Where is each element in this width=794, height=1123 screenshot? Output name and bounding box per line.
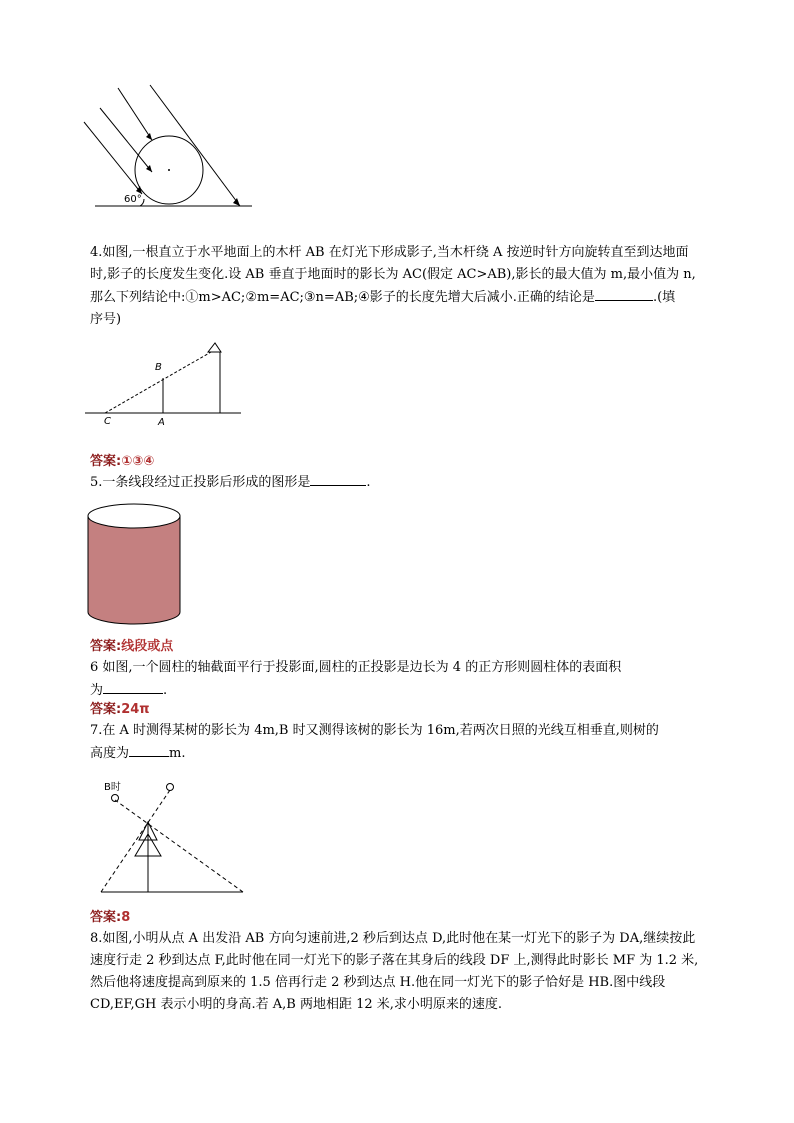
question-7-text: 7.在 A 时测得某树的影长为 4m,B 时又测得该树的影长为 16m,若两次日照的光线互相垂直,则树的 高度为 m. xyxy=(90,723,659,761)
question-8-text: 8.如图,小明从点 A 出发沿 AB 方向匀速前进,2 秒后到达点 D,此时他在某一灯光下的影子为 DA,继续按此 速度行走 2 秒到达点 F,此时他在同一灯光下的影子落在其身后的线段 DF 上,测得此时影长 MF 为 1.2 米, 然后他将速度提高到原来的 1.5 倍再行走 2 秒到达点 H.他在同一灯光下的影子恰好是 HB.图中线段 CD,EF,GH 表示小明的身高.若 A,B 两地相距 12 米,求小明原来的速度. xyxy=(90,931,699,1012)
answer-blank xyxy=(129,742,169,757)
angle-label: 60° xyxy=(124,194,142,205)
tree-shadow-figure xyxy=(95,780,250,900)
question-5-text: 5.一条线段经过正投影后形成的图形是 . xyxy=(90,471,720,494)
answer-6: 答案:24π xyxy=(90,702,150,717)
answer-blank xyxy=(310,471,366,486)
answer-blank xyxy=(595,286,653,301)
question-4-text: 4.如图,一根直立于水平地面上的木杆 AB 在灯光下形成影子,当木杆绕 A 按逆时针方向旋转直至到达地面 时,影子的长度发生变化.设 AB 垂直于地面时的影长为 AC(假定 AC>AB),影长的最大值为 m,最小值为 n, 那么下列结论中:①m>AC;②m=AC;③n=AB;④影子的长度先增大后减小.正确的结论是 .(填 序号) xyxy=(90,245,696,327)
sun-rays-circle-figure xyxy=(80,80,260,215)
answer-7: 答案:8 xyxy=(90,910,131,925)
answer-blank xyxy=(103,679,163,694)
answer-4: 答案:①③④ xyxy=(90,454,155,469)
cylinder-figure xyxy=(86,500,182,630)
pole-shadow-figure xyxy=(85,340,245,420)
point-c-label: C xyxy=(104,416,111,427)
answer-5: 答案:线段或点 xyxy=(90,639,174,654)
point-a-label: A xyxy=(158,417,165,428)
question-6-text: 6 如图,一个圆柱的轴截面平行于投影面,圆柱的正投影是边长为 4 的正方形则圆柱体的表面积 为 . xyxy=(90,660,622,698)
point-b-label: B xyxy=(155,362,162,373)
b-time-label: B时 xyxy=(104,782,121,793)
